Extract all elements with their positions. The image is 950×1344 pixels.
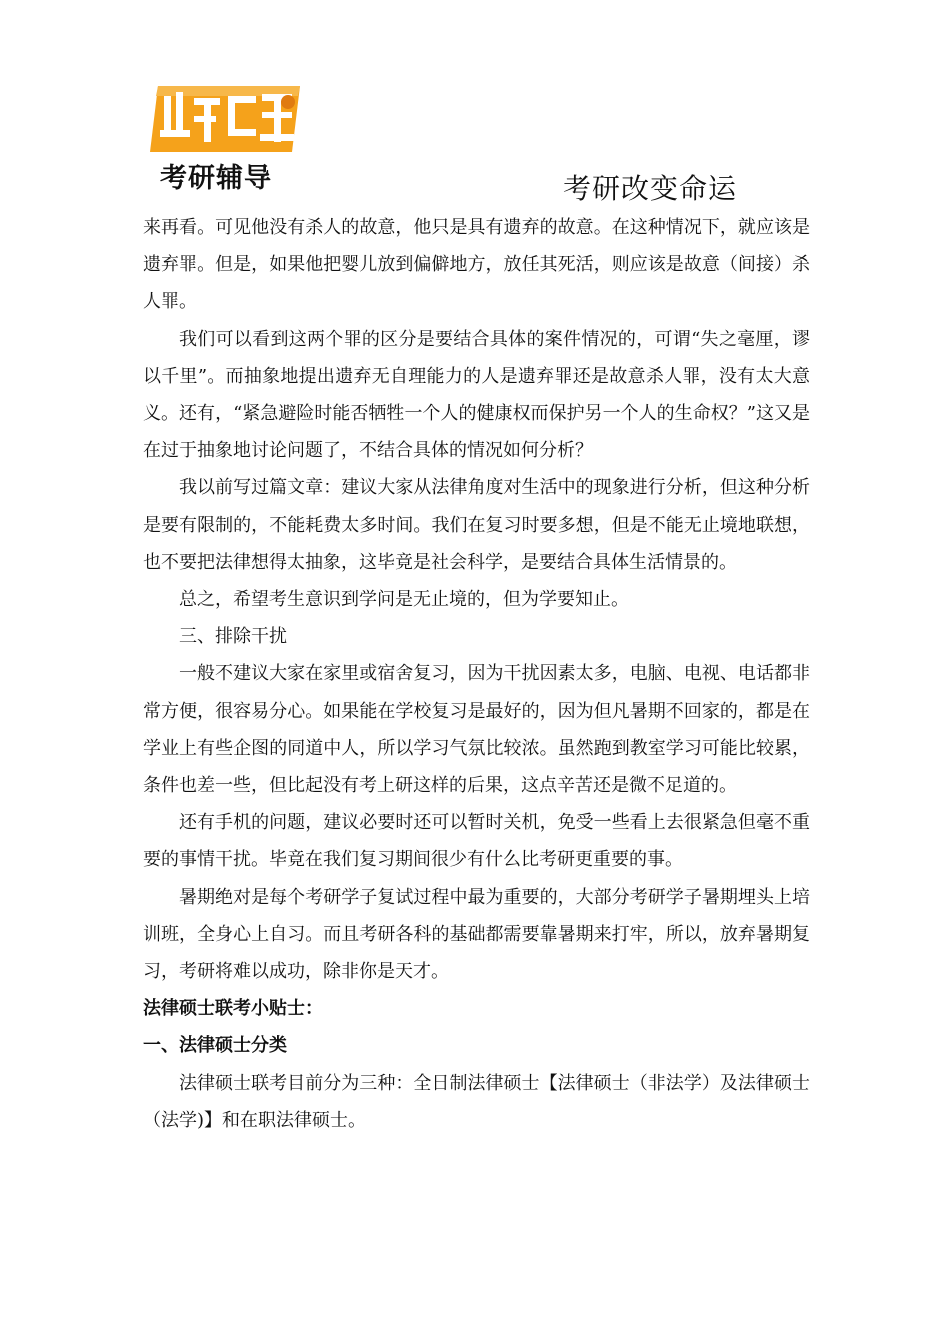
tips-heading: 法律硕士联考小贴士： bbox=[143, 998, 323, 1020]
paragraph: 来再看。可见他没有杀人的故意，他只是具有遗弃的故意。在这种情况下，就应该是遗弃罪。但是，如果他把婴儿放到偏僻地方，放任其死活，则应该是故意（间接）杀人罪。 bbox=[143, 217, 810, 313]
document-body bbox=[143, 209, 810, 1139]
paragraph: 还有手机的问题，建议必要时还可以暂时关机，免受一些看上去很紧急但毫不重要的事情干扰。毕竟在我们复习期间很少有什么比考研更重要的事。 bbox=[143, 812, 810, 871]
paragraph: 一般不建议大家在家里或宿舍复习，因为干扰因素太多，电脑、电视、电话都非常方便，很容易分心。如果能在学校复习是最好的，因为但凡暑期不回家的，都是在学业上有些企图的同道中人，所以学习气氛比较浓。虽然跑到教室学习可能比较累，条件也差一些，但比起没有考上研这样的后果，这点辛苦还是微不足道的。 bbox=[143, 663, 810, 797]
paragraph: 我们可以看到这两个罪的区分是要结合具体的案件情况的，可谓“失之毫厘，谬以千里”。而抽象地提出遗弃无自理能力的人是遗弃罪还是故意杀人罪，没有太大意义。还有，“紧急避险时能否牺牲一个人的健康权而保护另一个人的生命权？”这又是在过于抽象地讨论问题了，不结合具体的情况如何分析？ bbox=[143, 328, 810, 462]
paragraph: 总之，希望考生意识到学问是无止境的，但为学要知止。 bbox=[179, 589, 629, 611]
kaicheng-logo-icon bbox=[150, 82, 310, 160]
paragraph: 法律硕士联考目前分为三种：全日制法律硕士【法律硕士（非法学）及法律硕士（法学)】和在职法律硕士。 bbox=[143, 1072, 810, 1131]
paragraph: 我以前写过篇文章：建议大家从法律角度对生活中的现象进行分析，但这种分析是要有限制的，不能耗费太多时间。我们在复习时要多想，但是不能无止境地联想，也不要把法律想得太抽象，这毕竟是社会科学，是要结合具体生活情景的。 bbox=[143, 477, 810, 573]
paragraph: 暑期绝对是每个考研学子复试过程中最为重要的，大部分考研学子暑期埋头上培训班，全身心上自习。而且考研各科的基础都需要靠暑期来打牢，所以，放弃暑期复习，考研将难以成功，除非你是天才。 bbox=[143, 886, 810, 983]
subsection-heading: 一、法律硕士分类 bbox=[143, 1035, 287, 1057]
logo-caption: 考研辅导 bbox=[160, 163, 272, 194]
header-slogan: 考研改变命运 bbox=[563, 172, 738, 205]
section-heading: 三、排除干扰 bbox=[179, 626, 287, 648]
kaicheng-logo bbox=[150, 82, 310, 202]
